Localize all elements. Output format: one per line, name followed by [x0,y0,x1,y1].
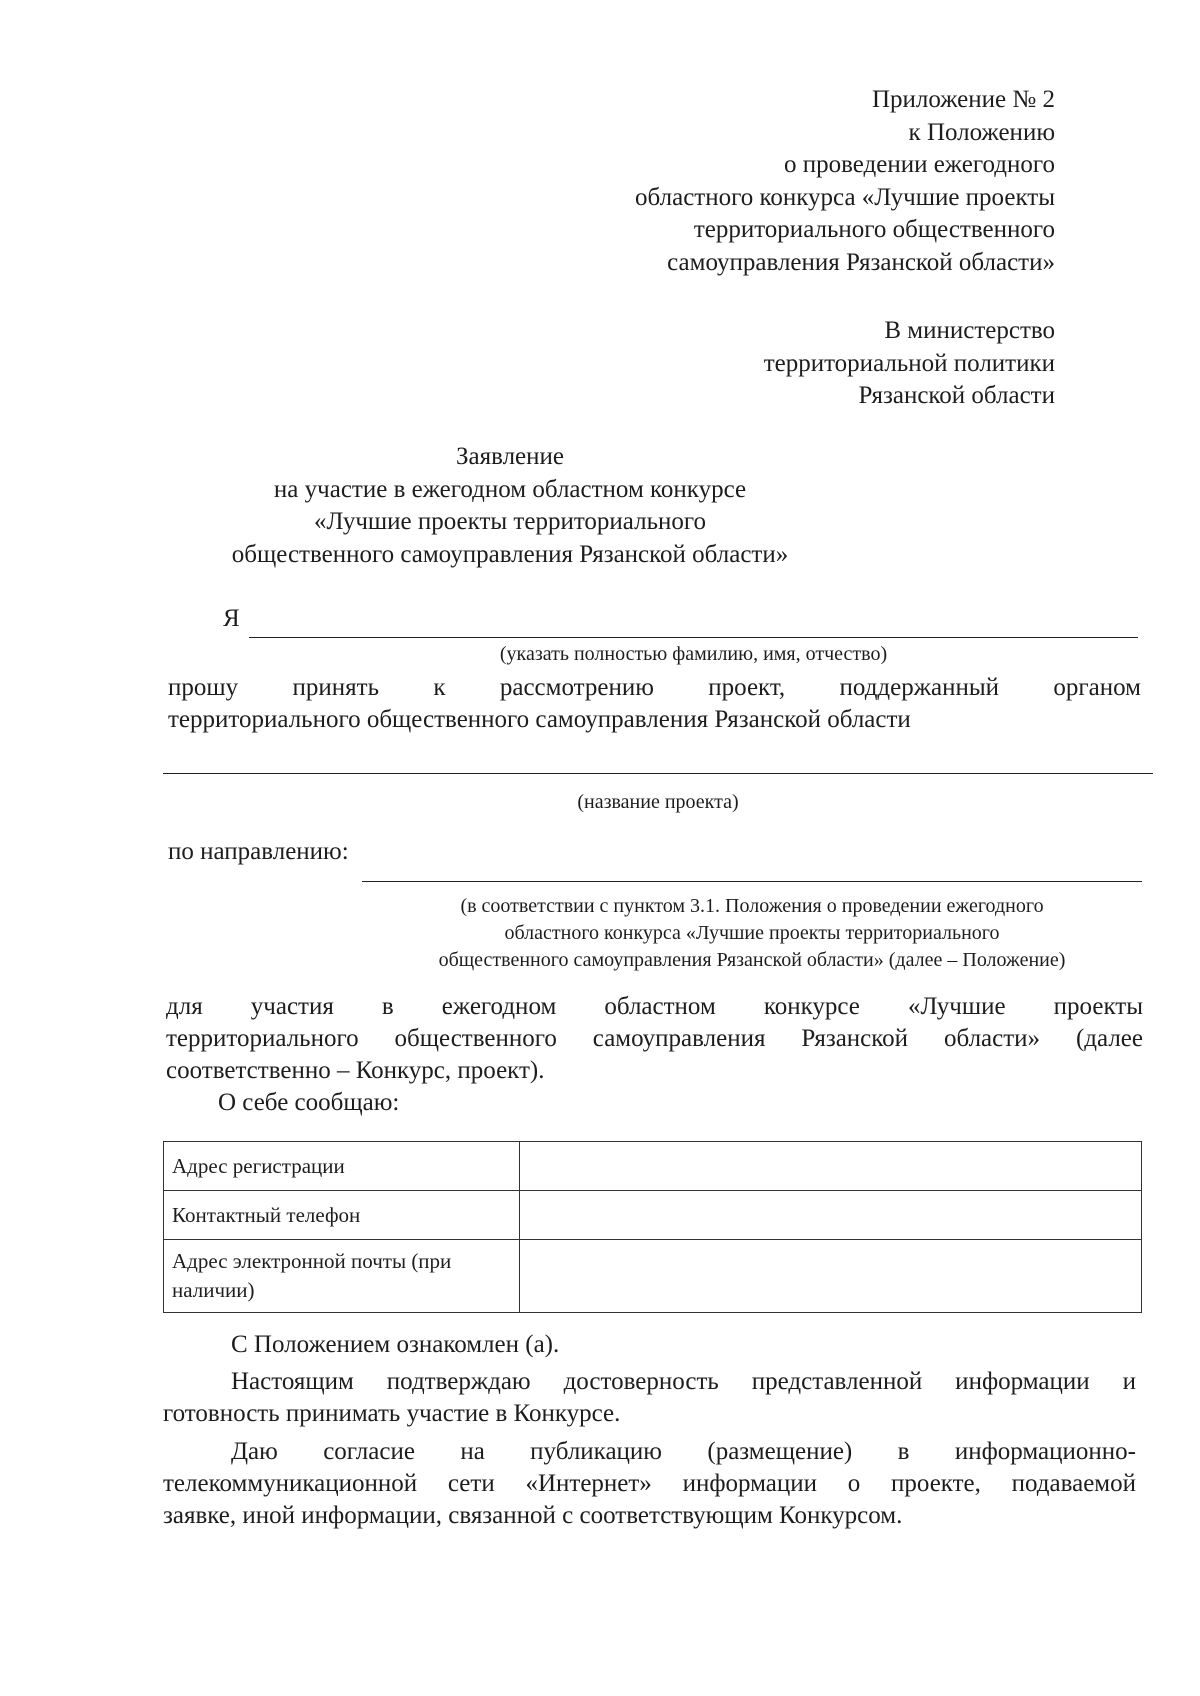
direction-hint-line: областного конкурса «Лучшие проекты территориального [504,922,1000,944]
title-line: общественного самоуправления Рязанской области» [231,540,789,568]
addressee-line: Рязанской области [858,382,1055,409]
project-name-field[interactable] [163,773,1153,774]
direction-field[interactable] [362,881,1142,882]
applicant-hint: (указать полностью фамилию, имя, отчество) [499,643,888,665]
direction-hint [362,893,1142,974]
request-line-2: территориального общественного самоуправления Рязанской области [168,706,911,733]
phone-cell[interactable] [520,1191,1142,1240]
annex-line: Приложение № 2 [871,86,1055,113]
table-row [164,1142,1142,1191]
addressee-line: В министерство [884,317,1055,344]
applicant-prefix: Я [223,605,240,632]
applicant-name-field[interactable] [249,637,1138,638]
title-line: «Лучшие проекты территориального [313,508,707,535]
direction-hint-line: (в соответствии с пунктом 3.1. Положения о проведении ежегодного [460,895,1044,917]
email-cell[interactable] [520,1240,1142,1313]
table-label-cell: Адрес регистрации [164,1142,520,1191]
consent-line-3: заявке, иной информации, связанной с соответствующим Конкурсом. [163,1502,903,1529]
acquainted-text: С Положением ознакомлен (а). [231,1331,560,1358]
consent-line-2: телекоммуникационной сети «Интернет» информации о проекте, подаваемой [163,1470,1136,1497]
table-row [164,1240,1142,1313]
table-label-cell: Контактный телефон [164,1191,520,1240]
direction-label: по направлению: [168,838,349,865]
project-hint: (название проекта) [577,791,739,813]
annex-line: о проведении ежегодного [783,151,1055,178]
consent-line-1: Даю согласие на публикацию (размещение) в информационно- [231,1438,1136,1465]
request-line-1: прошу принять к рассмотрению проект, поддержанный органом [168,674,1141,701]
about-intro: О себе сообщаю: [218,1089,400,1116]
annex-line: к Положению [908,118,1055,146]
title-line: Заявление [455,443,565,470]
addressee-line: территориальной политики [763,349,1055,377]
confirm-line-2: готовность принимать участие в Конкурсе. [163,1400,621,1427]
purpose-line-1: для участия в ежегодном областном конкурсе «Лучшие проекты [166,993,1143,1020]
addressee [764,315,1055,413]
purpose-line-2: территориального общественного самоуправления Рязанской области» (далее [166,1025,1143,1052]
registration-address-cell[interactable] [520,1142,1142,1191]
direction-hint-line: общественного самоуправления Рязанской области» (далее – Положение) [438,949,1066,971]
purpose-line-3: соответственно – Конкурс, проект). [166,1057,545,1084]
table-label-cell: Адрес электронной почты (при наличии) [164,1240,520,1313]
annex-line: областного конкурса «Лучшие проекты [635,183,1055,211]
annex-reference [635,84,1055,279]
confirm-line-1: Настоящим подтверждаю достоверность представленной информации и [231,1368,1136,1395]
personal-info-table [163,1141,1142,1313]
document-title [200,441,820,571]
table-row [164,1191,1142,1240]
title-line: на участие в ежегодном областном конкурсе [273,475,747,503]
annex-line: самоуправления Рязанской области» [667,248,1055,276]
annex-line: территориального общественного [693,216,1055,243]
